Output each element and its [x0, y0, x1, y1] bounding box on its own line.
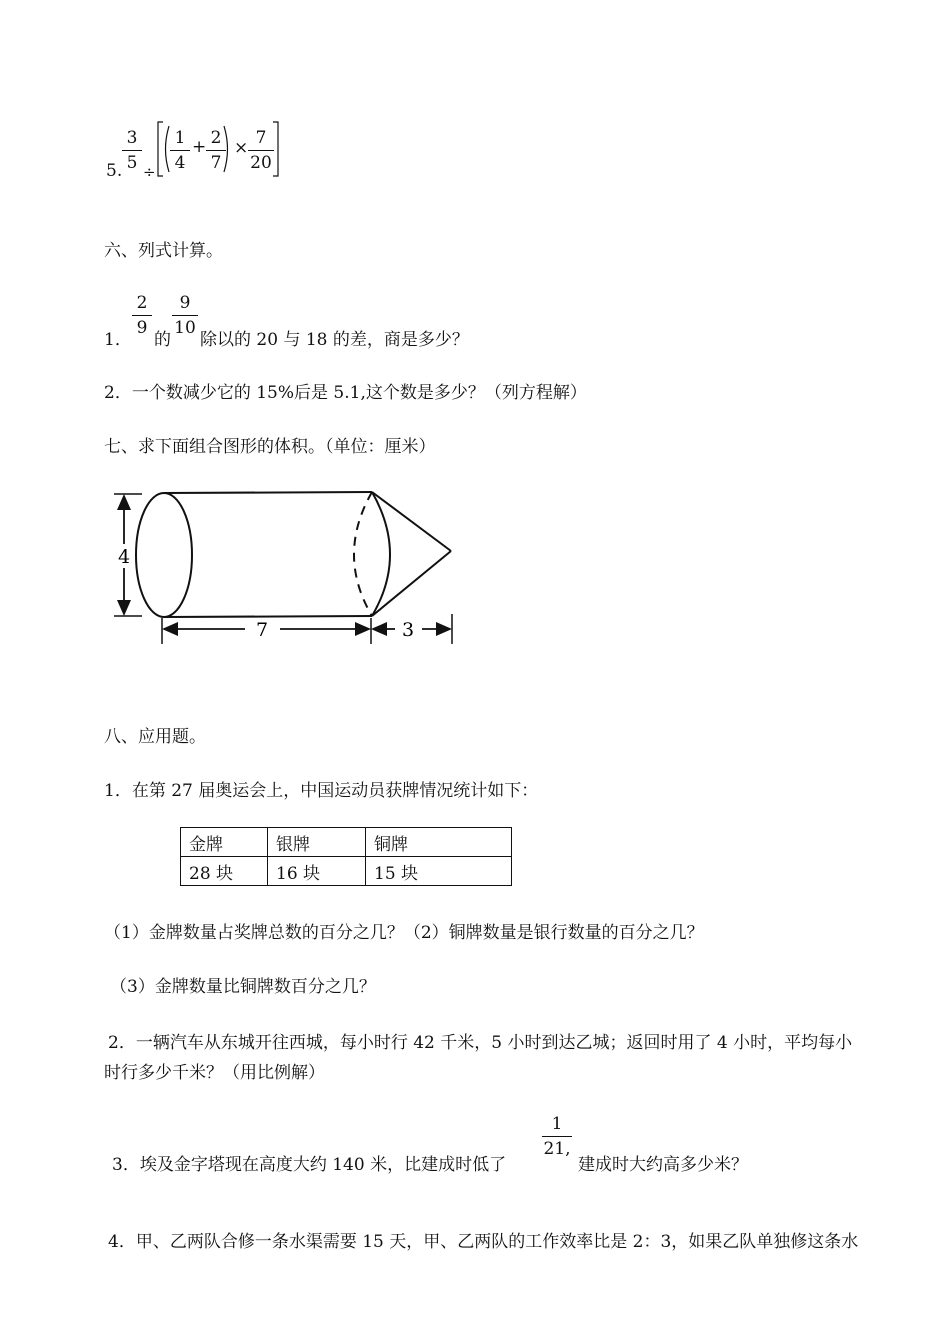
s8-q1-sub12: （1）金牌数量占奖牌总数的百分之几？（2）铜牌数量是银行数量的百分之几？	[104, 923, 704, 943]
section7-heading: 七、求下面组合图形的体积。（单位：厘米）	[104, 437, 436, 457]
s8-q2-line1: 2．一辆汽车从东城开往西城，每小时行 42 千米，5 小时到达乙城；返回时用了 4 小时，平均每小	[108, 1033, 853, 1053]
fraction-2-9: $\frac{2}{9}$	[132, 291, 152, 340]
table-cell: 28 块	[181, 857, 268, 886]
table-cell: 15 块	[366, 857, 512, 886]
table-cell: 16 块	[268, 857, 366, 886]
medal-table	[180, 827, 512, 886]
section8-heading: 八、应用题。	[104, 727, 206, 747]
divide-sign: ÷	[143, 163, 156, 181]
fraction-2-7: $\frac{2}{7}$	[206, 126, 226, 175]
table-header-cell: 铜牌	[366, 828, 512, 857]
table-header-cell: 金牌	[181, 828, 268, 857]
problem5-label: 5.	[106, 161, 123, 181]
fraction-9-10: $\frac{9}{10}$	[172, 291, 198, 340]
cone-length-label: 3	[402, 619, 415, 641]
length-label: 7	[256, 619, 269, 641]
times-sign: ×	[234, 138, 249, 158]
height-label: 4	[118, 546, 131, 568]
s8-q3-suffix: 建成时大约高多少米？	[578, 1155, 748, 1175]
fraction-7-20: $\frac{7}{20}$	[248, 126, 274, 175]
section6-heading: 六、列式计算。	[104, 241, 223, 261]
s6-q2: 2．一个数减少它的 15%后是 5.1,这个数是多少？（列方程解）	[104, 383, 587, 403]
cylinder-cone-figure	[100, 478, 470, 653]
s8-q1-sub3: （3）金牌数量比铜牌数百分之几？	[110, 977, 376, 997]
s6-q1-mid: 的	[154, 330, 171, 350]
table-header-row	[181, 828, 512, 857]
s8-q4-line1: 4．甲、乙两队合修一条水渠需要 15 天，甲、乙两队的工作效率比是 2：3，如果乙队单独修这条水	[108, 1232, 859, 1252]
fraction-3-5: $\frac{3}{5}$	[122, 126, 142, 175]
s6-q1-prefix: 1．	[104, 330, 132, 350]
s6-q1-suffix: 除以的 20 与 18 的差，商是多少？	[200, 330, 469, 350]
fraction-1-21: $\frac{1}{21,}$	[543, 1114, 571, 1159]
s8-q3-prefix: 3．埃及金字塔现在高度大约 140 米，比建成时低了	[112, 1155, 507, 1175]
s8-q2-line2: 时行多少千米？（用比例解）	[104, 1063, 325, 1083]
plus-sign: +	[192, 137, 207, 157]
s8-q1-intro: 1．在第 27 届奥运会上，中国运动员获牌情况统计如下：	[104, 781, 539, 801]
table-row	[181, 857, 512, 886]
fraction-1-4: $\frac{1}{4}$	[170, 126, 190, 175]
table-header-cell: 银牌	[268, 828, 366, 857]
